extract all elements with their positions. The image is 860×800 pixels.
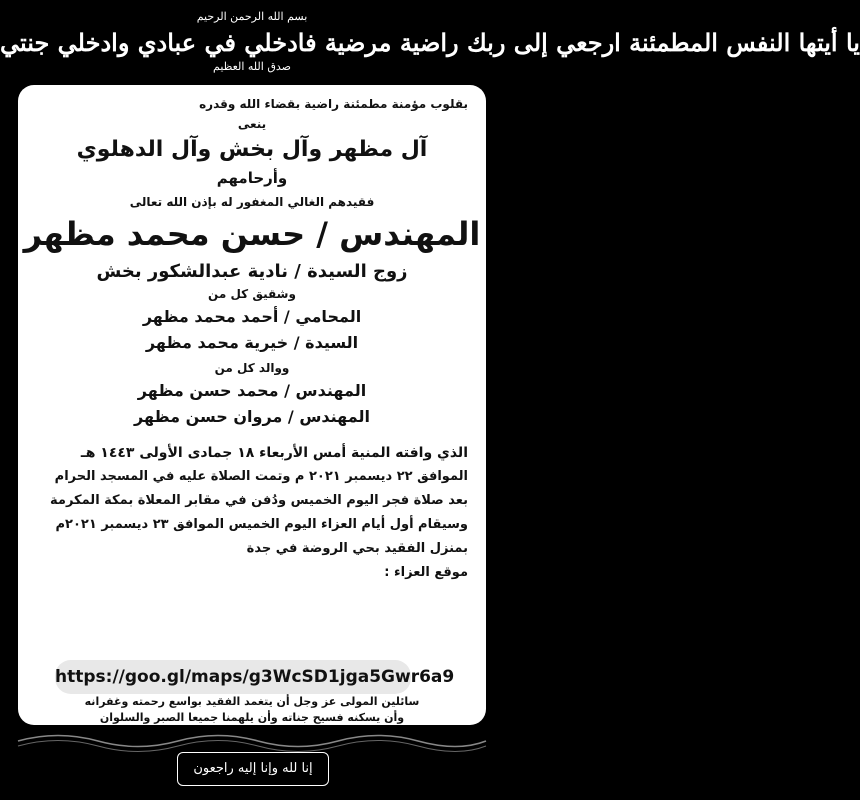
ornament-border <box>18 730 486 752</box>
prayer-line-1: سائلين المولى عز وجل أن يتغمد الفقيد بواسع رحمته وغفرانه <box>84 695 420 708</box>
plaque-text: إنا لله وإنا إليه راجعون <box>193 761 313 776</box>
deceased-name: المهندس / حسن محمد مظهر <box>23 215 481 253</box>
relatives-text: وأرحامهم <box>216 169 288 187</box>
location-link[interactable] <box>55 660 455 694</box>
intro-text: بقلوب مؤمنة مطمئنة راضية بقضاء الله وقدره <box>199 97 468 111</box>
child-1: المهندس / محمد حسن مظهر <box>137 381 367 400</box>
spouse-text: زوج السيدة / نادية عبدالشكور بخش <box>96 261 408 282</box>
details-line-3: بعد صلاة فجر اليوم الخميس ودُفن في مقابر المعلاة بمكة المكرمة <box>50 493 468 508</box>
siblings-label: وشقيق كل من <box>208 287 296 301</box>
quran-verse: يا أيتها النفس المطمئنة ارجعي إلى ربك راضية مرضية فادخلي في عبادي وادخلي جنتي <box>0 28 860 57</box>
location-label: موقع العزاء : <box>384 565 468 580</box>
header-banner <box>0 0 860 80</box>
details-line-1: الذي وافته المنية أمس الأربعاء ١٨ جمادى الأولى ١٤٤٣ هـ <box>80 445 468 461</box>
details-line-5: بمنزل الفقيد بحي الروضة في جدة <box>246 541 468 556</box>
sibling-1: المحامي / أحمد محمد مظهر <box>142 307 362 326</box>
children-label: ووالد كل من <box>214 361 290 375</box>
location-url: https://goo.gl/maps/g3WcSD1jga5Gwr6a9 <box>55 667 455 687</box>
sibling-2: السيدة / خيرية محمد مظهر <box>145 333 359 352</box>
details-line-4: وسيقام أول أيام العزاء اليوم الخميس الموافق ٢٣ ديسمبر ٢٠٢١م <box>55 517 468 532</box>
families-text: آل مظهر وآل بخش وآل الدهلوي <box>76 137 428 162</box>
basmala: بسم الله الرحمن الرحيم <box>196 10 308 23</box>
sadaqa-text: صدق الله العظيم <box>213 60 291 73</box>
child-2: المهندس / مروان حسن مظهر <box>134 407 370 426</box>
footer-plaque <box>177 752 329 786</box>
notice-panel <box>18 85 486 725</box>
yanaa-text: ينعى <box>237 117 267 131</box>
prayer-line-2: وأن يسكنه فسيح جناته وأن يلهمنا جميعا الصبر والسلوان <box>99 711 405 724</box>
details-line-2: الموافق ٢٢ ديسمبر ٢٠٢١ م وتمت الصلاة عليه في المسجد الحرام <box>54 469 468 484</box>
deceased-intro: فقيدهم الغالي المغفور له بإذن الله تعالى <box>129 195 375 209</box>
